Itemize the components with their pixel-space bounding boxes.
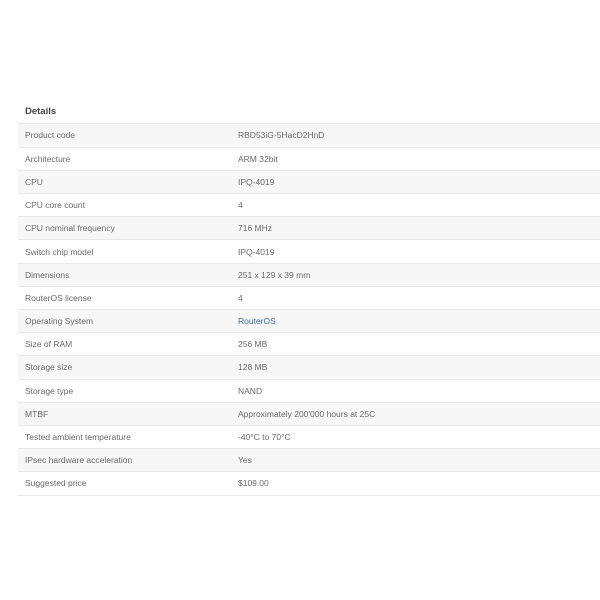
table-row — [18, 147, 600, 170]
table-row — [18, 402, 600, 425]
row-label-switch-chip: Switch chip model — [18, 240, 231, 263]
table-row — [18, 240, 600, 263]
details-heading: Details — [18, 102, 600, 124]
table-row — [18, 286, 600, 309]
row-value-mtbf: Approximately 200'000 hours at 25C — [231, 402, 600, 425]
row-value-routeros-license: 4 — [231, 286, 600, 309]
table-row — [18, 449, 600, 472]
table-row — [18, 263, 600, 286]
row-label-ipsec-acceleration: IPsec hardware acceleration — [18, 449, 231, 472]
table-row — [18, 472, 600, 495]
row-label-cpu: CPU — [18, 170, 231, 193]
table-row — [18, 425, 600, 448]
table-row — [18, 356, 600, 379]
row-label-mtbf: MTBF — [18, 402, 231, 425]
table-row — [18, 194, 600, 217]
details-section — [18, 102, 600, 496]
row-value-operating-system — [231, 310, 600, 333]
table-row — [18, 170, 600, 193]
row-value-dimensions: 251 x 129 x 39 mm — [231, 263, 600, 286]
row-value-cpu-core-count: 4 — [231, 194, 600, 217]
specifications-table — [18, 124, 600, 496]
row-label-storage-size: Storage size — [18, 356, 231, 379]
row-label-storage-type: Storage type — [18, 379, 231, 402]
row-value-cpu-frequency: 716 MHz — [231, 217, 600, 240]
row-value-suggested-price: $109.00 — [231, 472, 600, 495]
row-value-ambient-temperature: -40°C to 70°C — [231, 425, 600, 448]
row-label-routeros-license: RouterOS license — [18, 286, 231, 309]
row-value-cpu: IPQ-4019 — [231, 170, 600, 193]
table-row — [18, 217, 600, 240]
row-label-suggested-price: Suggested price — [18, 472, 231, 495]
table-row — [18, 379, 600, 402]
row-label-cpu-frequency: CPU nominal frequency — [18, 217, 231, 240]
row-value-storage-type: NAND — [231, 379, 600, 402]
row-label-ram: Size of RAM — [18, 333, 231, 356]
row-label-operating-system: Operating System — [18, 310, 231, 333]
row-value-ram: 256 MB — [231, 333, 600, 356]
row-value-storage-size: 128 MB — [231, 356, 600, 379]
row-label-architecture: Architecture — [18, 147, 231, 170]
row-value-switch-chip: IPQ-4019 — [231, 240, 600, 263]
row-label-ambient-temperature: Tested ambient temperature — [18, 425, 231, 448]
table-row — [18, 310, 600, 333]
row-value-product-code: RBD53iG-5HacD2HnD — [231, 124, 600, 147]
routeros-link[interactable]: RouterOS — [238, 316, 276, 327]
row-value-architecture: ARM 32bit — [231, 147, 600, 170]
row-label-cpu-core-count: CPU core count — [18, 194, 231, 217]
table-row — [18, 124, 600, 147]
row-label-product-code: Product code — [18, 124, 231, 147]
row-label-dimensions: Dimensions — [18, 263, 231, 286]
row-value-ipsec-acceleration: Yes — [231, 449, 600, 472]
table-row — [18, 333, 600, 356]
